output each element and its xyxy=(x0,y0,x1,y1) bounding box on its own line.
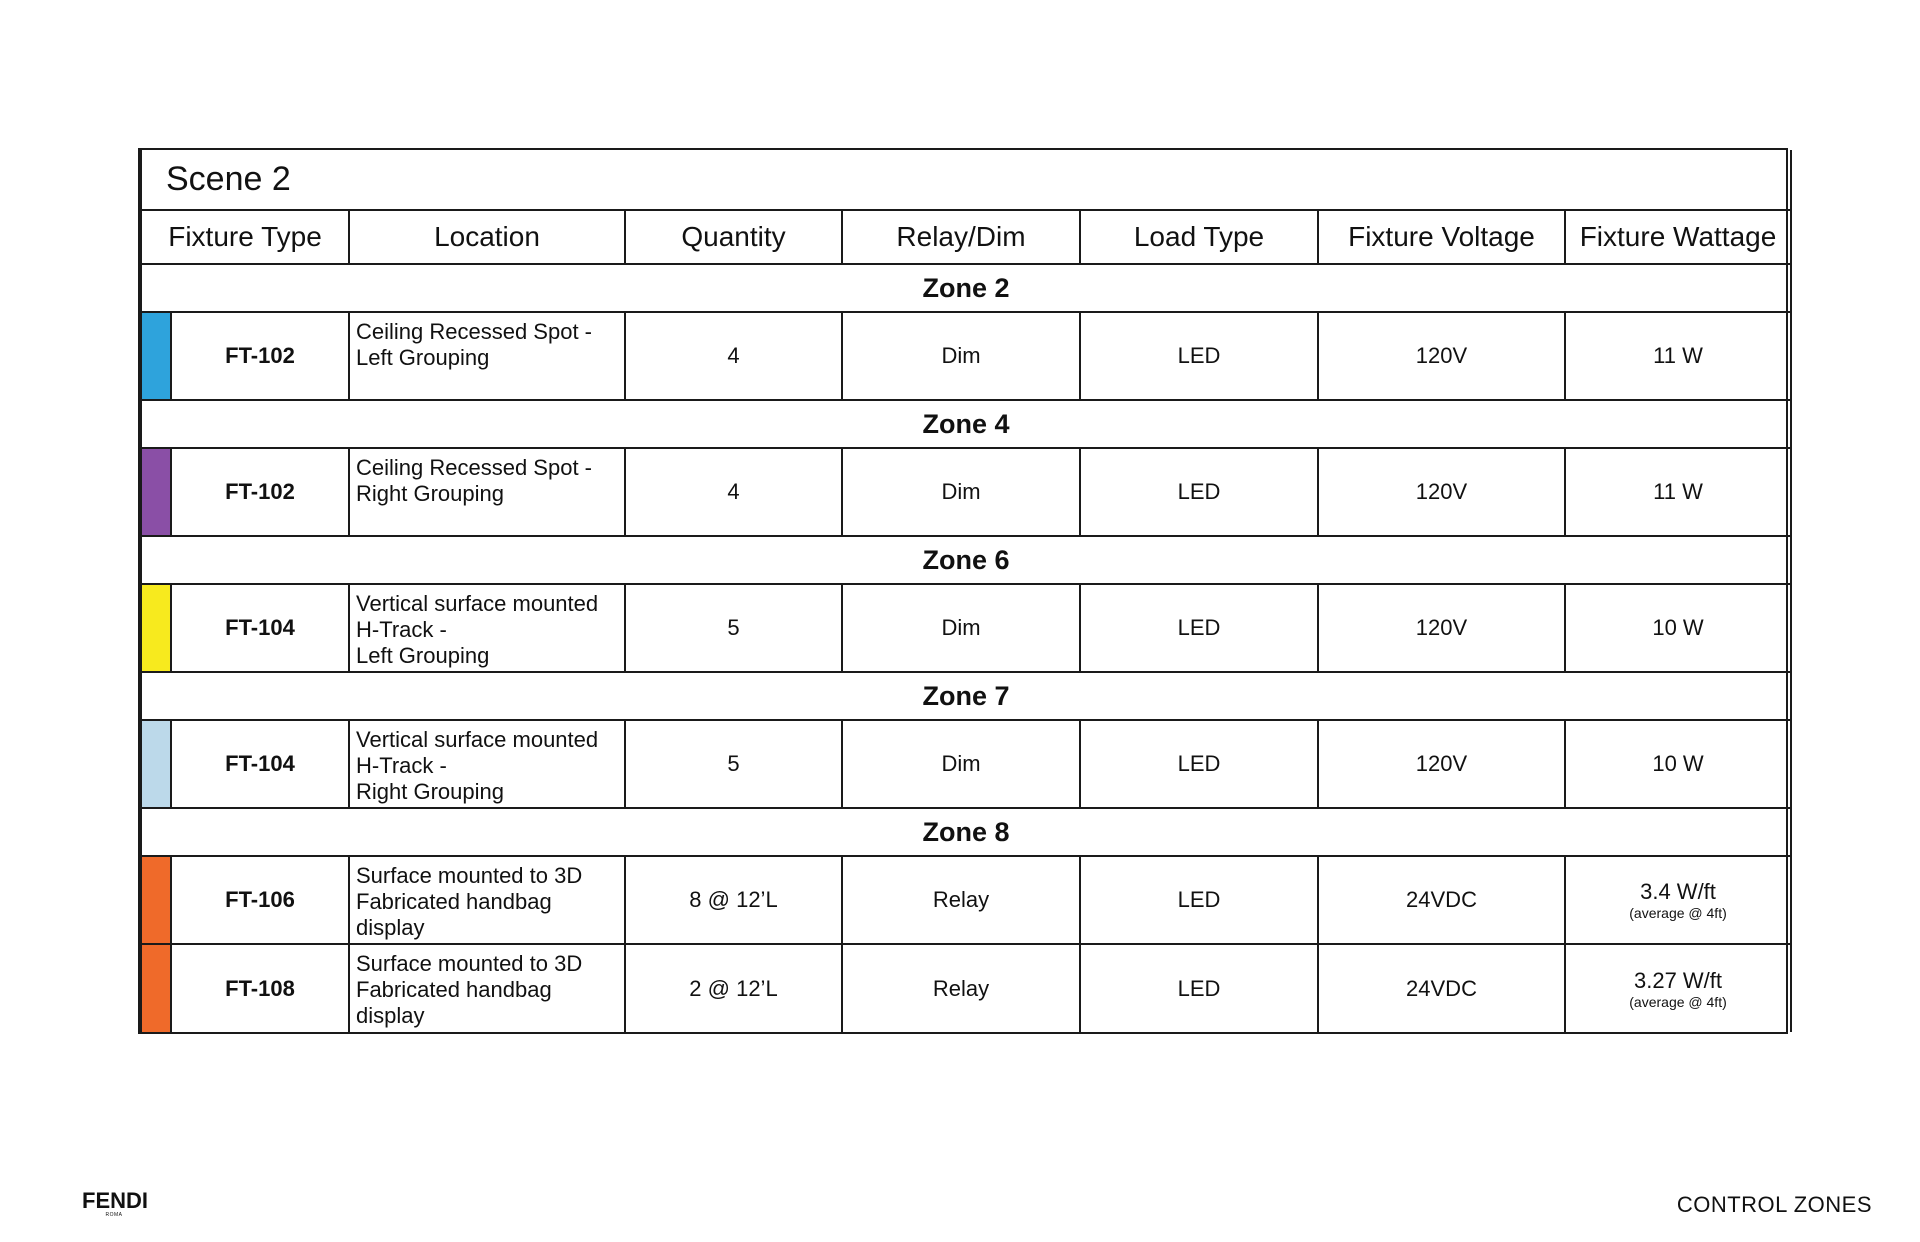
load-type-cell: LED xyxy=(1080,312,1318,400)
location-cell xyxy=(349,856,625,944)
fixture-voltage-cell: 120V xyxy=(1318,584,1565,672)
location-cell xyxy=(349,944,625,1032)
fixture-voltage-cell: 120V xyxy=(1318,448,1565,536)
zone-label: Zone 6 xyxy=(141,536,1791,584)
location-line: Ceiling Recessed Spot - xyxy=(356,455,593,480)
table-row xyxy=(141,856,1791,944)
location-line: H-Track - xyxy=(356,753,447,778)
location-line: Right Grouping xyxy=(356,779,504,804)
wattage-value: 10 W xyxy=(1652,615,1704,640)
fixture-wattage-cell xyxy=(1565,448,1791,536)
wattage-note: (average @ 4ft) xyxy=(1629,993,1727,1010)
zone-header-row xyxy=(141,400,1791,448)
brand-name: FENDI xyxy=(82,1188,148,1213)
column-header-fixture-voltage: Fixture Voltage xyxy=(1318,210,1565,264)
quantity-cell: 5 xyxy=(625,584,842,672)
fixture-voltage-cell: 120V xyxy=(1318,312,1565,400)
zone-label: Zone 4 xyxy=(141,400,1791,448)
load-type-cell: LED xyxy=(1080,856,1318,944)
fendi-logo xyxy=(82,1190,146,1218)
column-header-fixture-wattage: Fixture Wattage xyxy=(1565,210,1791,264)
zone-label: Zone 7 xyxy=(141,672,1791,720)
scene-title-row xyxy=(141,150,1791,210)
wattage-value: 10 W xyxy=(1652,751,1704,776)
zone-label: Zone 2 xyxy=(141,264,1791,312)
location-line: Fabricated handbag xyxy=(356,977,552,1002)
location-cell xyxy=(349,584,625,672)
quantity-cell: 4 xyxy=(625,448,842,536)
page-label: CONTROL ZONES xyxy=(1676,1192,1872,1217)
zone-label: Zone 8 xyxy=(141,808,1791,856)
zone-header-row xyxy=(141,264,1791,312)
fixture-wattage-cell xyxy=(1565,944,1791,1032)
brand-subtitle: ROMA xyxy=(105,1212,123,1218)
table-row xyxy=(141,720,1791,808)
location-line: Vertical surface mounted xyxy=(356,591,599,616)
fixture-voltage-cell: 24VDC xyxy=(1318,856,1565,944)
zone-header-row xyxy=(141,808,1791,856)
column-header-quantity: Quantity xyxy=(625,210,842,264)
fixture-type-cell: FT-102 xyxy=(171,312,349,400)
location-line: Fabricated handbag xyxy=(356,889,552,914)
table-row xyxy=(141,312,1791,400)
wattage-value: 3.4 W/ft xyxy=(1640,879,1716,904)
location-cell xyxy=(349,312,625,400)
relay-dim-cell: Dim xyxy=(842,720,1080,808)
location-line: Left Grouping xyxy=(356,345,490,370)
location-line: Left Grouping xyxy=(356,643,490,668)
zone-header-row xyxy=(141,536,1791,584)
scene-title: Scene 2 xyxy=(141,150,1791,210)
fixture-type-cell: FT-104 xyxy=(171,720,349,808)
schedule-grid xyxy=(140,150,1792,1032)
fixture-voltage-cell: 120V xyxy=(1318,720,1565,808)
location-line: Surface mounted to 3D xyxy=(356,951,583,976)
fixture-type-cell: FT-108 xyxy=(171,944,349,1032)
zone-color-swatch xyxy=(141,944,171,1032)
location-line: display xyxy=(356,915,425,940)
fixture-type-cell: FT-102 xyxy=(171,448,349,536)
location-cell xyxy=(349,448,625,536)
location-line: Ceiling Recessed Spot - xyxy=(356,319,593,344)
relay-dim-cell: Relay xyxy=(842,944,1080,1032)
location-line: Surface mounted to 3D xyxy=(356,863,583,888)
fixture-type-cell: FT-104 xyxy=(171,584,349,672)
quantity-cell: 2 @ 12’L xyxy=(625,944,842,1032)
fixture-wattage-cell xyxy=(1565,584,1791,672)
fixture-voltage-cell: 24VDC xyxy=(1318,944,1565,1032)
zone-header-row xyxy=(141,672,1791,720)
fixture-schedule-table xyxy=(138,148,1788,1034)
relay-dim-cell: Dim xyxy=(842,448,1080,536)
relay-dim-cell: Dim xyxy=(842,312,1080,400)
zone-color-swatch xyxy=(141,312,171,400)
wattage-value: 3.27 W/ft xyxy=(1633,967,1723,993)
table-row xyxy=(141,584,1791,672)
column-header-row xyxy=(141,210,1791,264)
column-header-relay-dim: Relay/Dim xyxy=(842,210,1080,264)
load-type-cell: LED xyxy=(1080,944,1318,1032)
relay-dim-cell: Relay xyxy=(842,856,1080,944)
quantity-cell: 5 xyxy=(625,720,842,808)
column-header-fixture-type: Fixture Type xyxy=(141,210,349,264)
column-header-location: Location xyxy=(349,210,625,264)
location-line: Vertical surface mounted xyxy=(356,727,599,752)
wattage-note: (average @ 4ft) xyxy=(1629,905,1727,921)
zone-color-swatch xyxy=(141,856,171,944)
fixture-wattage-cell xyxy=(1565,720,1791,808)
load-type-cell: LED xyxy=(1080,584,1318,672)
zone-color-swatch xyxy=(141,584,171,672)
table-row xyxy=(141,944,1791,1032)
quantity-cell: 8 @ 12’L xyxy=(625,856,842,944)
zone-color-swatch xyxy=(141,448,171,536)
load-type-cell: LED xyxy=(1080,448,1318,536)
relay-dim-cell: Dim xyxy=(842,584,1080,672)
location-line: Right Grouping xyxy=(356,481,504,506)
location-cell xyxy=(349,720,625,808)
fixture-wattage-cell xyxy=(1565,856,1791,944)
location-line: H-Track - xyxy=(356,617,447,642)
location-line: display xyxy=(356,1003,425,1028)
fixture-wattage-cell xyxy=(1565,312,1791,400)
fixture-type-cell: FT-106 xyxy=(171,856,349,944)
load-type-cell: LED xyxy=(1080,720,1318,808)
wattage-value: 11 W xyxy=(1653,479,1703,504)
table-row xyxy=(141,448,1791,536)
column-header-load-type: Load Type xyxy=(1080,210,1318,264)
wattage-value: 11 W xyxy=(1653,343,1703,368)
zone-color-swatch xyxy=(141,720,171,808)
quantity-cell: 4 xyxy=(625,312,842,400)
